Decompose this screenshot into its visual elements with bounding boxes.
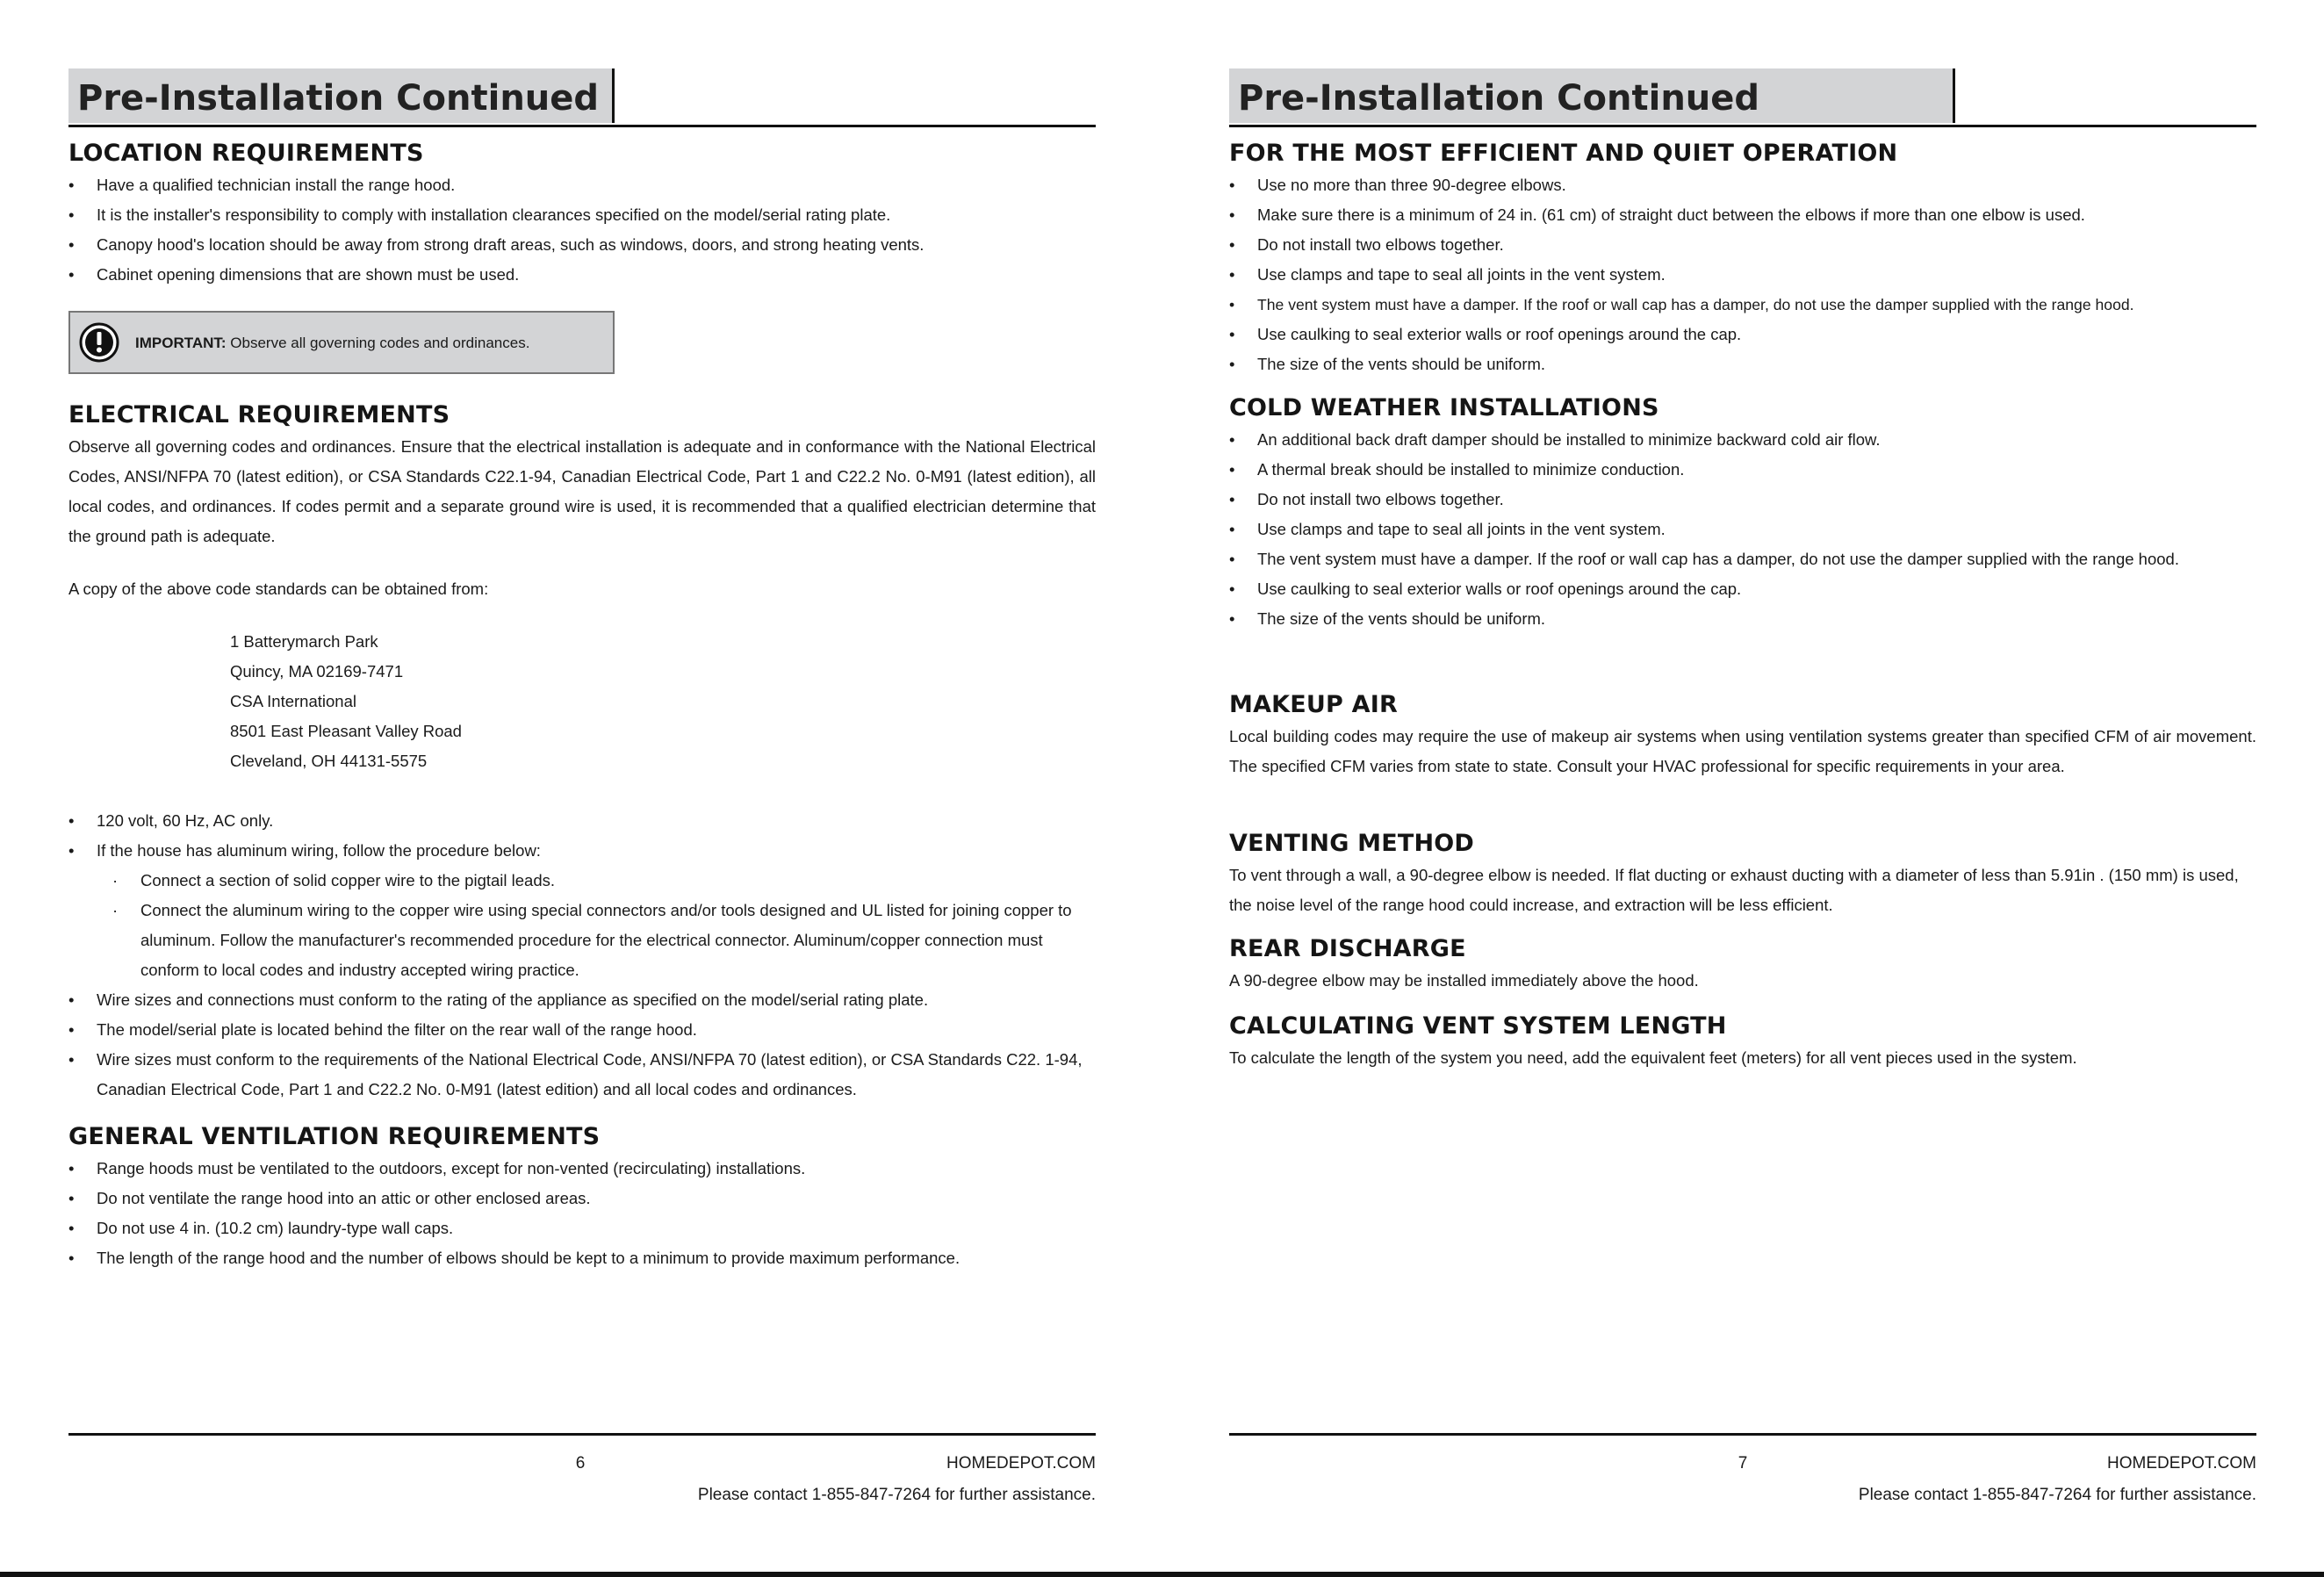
aluminum-sub-list — [68, 866, 1096, 985]
address-line: 1 Batterymarch Park — [230, 632, 378, 651]
banner-title: Pre-Installation Continued — [1229, 68, 1955, 123]
address-block — [68, 627, 1096, 776]
list-item: • The length of the range hood and the number of elbows should be kept to a minimum to provide maximum performance. — [68, 1243, 1096, 1273]
rear-discharge-section — [1229, 933, 2256, 996]
important-notice — [68, 311, 615, 374]
ventilation-list — [68, 1154, 1096, 1273]
list-item: • The vent system must have a damper. If the roof or wall cap has a damper, do not use the damper supplied with the range hood. — [1229, 290, 2256, 320]
cold-weather-list — [1229, 425, 2256, 634]
section-heading: VENTING METHOD — [1229, 830, 1475, 857]
list-item: • Do not install two elbows together. — [1229, 485, 2256, 515]
efficient-operation-section — [1229, 137, 2256, 379]
calculating-vent-section — [1229, 1010, 2256, 1073]
list-item: • Wire sizes must conform to the requirements of the National Electrical Code, ANSI/NFPA 70 (latest edition), or CSA Standards C22. 1-94, Canadian Electrical Code, Part 1 and C22.2 No. 0-M91 (latest edition) and all local codes and ordinances. — [68, 1045, 1096, 1105]
right-page — [1229, 68, 2256, 1504]
list-item: • Canopy hood's location should be away from strong draft areas, such as windows, doors, and strong heating vents. — [68, 230, 1096, 260]
list-item: • The model/serial plate is located behind the filter on the rear wall of the range hood. — [68, 1015, 1096, 1045]
sub-list-item: · Connect the aluminum wiring to the copper wire using special connectors and/or tools designed and UL listed for joining copper to aluminum. Follow the manufacturer's recommended procedure for the electrical connector. Aluminum/copper connection must conform to local codes and industry accepted wiring practice. — [140, 896, 1096, 985]
list-item: • Cabinet opening dimensions that are shown must be used. — [68, 260, 1096, 290]
section-banner — [1229, 68, 2256, 127]
list-item: • Do not ventilate the range hood into an attic or other enclosed areas. — [68, 1184, 1096, 1213]
general-ventilation-section — [68, 1120, 1096, 1273]
list-item: • The vent system must have a damper. If the roof or wall cap has a damper, do not use the damper supplied with the range hood. — [1229, 544, 2256, 574]
list-item: • Range hoods must be ventilated to the outdoors, except for non-vented (recirculating) installations. — [68, 1154, 1096, 1184]
address-line: 8501 East Pleasant Valley Road — [230, 722, 462, 740]
list-item: • If the house has aluminum wiring, follow the procedure below: — [68, 836, 1096, 866]
list-item: • Use no more than three 90-degree elbows. — [1229, 170, 2256, 200]
footer-divider — [1229, 1433, 2256, 1436]
sub-list-item: · Connect a section of solid copper wire to the pigtail leads. — [140, 866, 1096, 896]
electrical-requirements-section — [68, 399, 1096, 1105]
left-page — [68, 68, 1096, 1504]
footer-divider — [68, 1433, 1096, 1436]
list-item: • An additional back draft damper should be installed to minimize backward cold air flow. — [1229, 425, 2256, 455]
banner-title: Pre-Installation Continued — [68, 68, 615, 123]
list-item: • Use caulking to seal exterior walls or roof openings around the cap. — [1229, 320, 2256, 349]
list-item: • Wire sizes and connections must conform to the rating of the appliance as specified on the model/serial rating plate. — [68, 985, 1096, 1015]
wire-list — [68, 985, 1096, 1105]
rear-paragraph: A 90-degree elbow may be installed immediately above the hood. — [1229, 971, 1699, 990]
section-heading: LOCATION REQUIREMENTS — [68, 140, 424, 167]
page-number: 7 — [1738, 1454, 1748, 1473]
important-message: Observe all governing codes and ordinances. — [226, 335, 530, 351]
section-banner — [68, 68, 1096, 127]
list-item: • Use clamps and tape to seal all joints in the vent system. — [1229, 515, 2256, 544]
section-heading: CALCULATING VENT SYSTEM LENGTH — [1229, 1012, 1727, 1040]
address-line: Quincy, MA 02169-7471 — [230, 662, 404, 680]
list-item: • The size of the vents should be uniform. — [1229, 349, 2256, 379]
address-line: Cleveland, OH 44131-5575 — [230, 752, 428, 770]
contact-line: Please contact 1-855-847-7264 for further assistance. — [1858, 1486, 2256, 1504]
list-item: • It is the installer's responsibility to comply with installation clearances specified on the model/serial rating plate. — [68, 200, 1096, 230]
contact-line: Please contact 1-855-847-7264 for further assistance. — [697, 1486, 1096, 1504]
location-list — [68, 170, 1096, 290]
list-item: • The size of the vents should be uniform. — [1229, 604, 2256, 634]
copy-line: A copy of the above code standards can be obtained from: — [68, 580, 489, 598]
section-heading: MAKEUP AIR — [1229, 691, 1398, 718]
cold-weather-section — [1229, 392, 2256, 634]
important-text — [135, 330, 529, 356]
electrical-list — [68, 806, 1096, 866]
venting-method-section — [1229, 827, 2256, 920]
important-label: IMPORTANT: — [135, 335, 227, 351]
list-item: • Do not install two elbows together. — [1229, 230, 2256, 260]
warning-icon — [79, 322, 119, 363]
list-item: • 120 volt, 60 Hz, AC only. — [68, 806, 1096, 836]
address-line: CSA International — [230, 692, 356, 710]
site-url: HOMEDEPOT.COM — [946, 1454, 1096, 1473]
list-item: • Use caulking to seal exterior walls or roof openings around the cap. — [1229, 574, 2256, 604]
venting-paragraph: To vent through a wall, a 90-degree elbow is needed. If flat ducting or exhaust ducting with a diameter of less than 5.91in . (150 mm) is used, the noise level of the range hood could increase, and extraction will be less efficient. — [1229, 866, 2239, 914]
list-item: • Make sure there is a minimum of 24 in. (61 cm) of straight duct between the elbows if more than one elbow is used. — [1229, 200, 2256, 230]
makeup-air-section — [1229, 688, 2256, 781]
scan-edge — [0, 1572, 2324, 1577]
section-heading: REAR DISCHARGE — [1229, 935, 1466, 962]
location-requirements-section — [68, 137, 1096, 290]
list-item: • Have a qualified technician install the range hood. — [68, 170, 1096, 200]
list-item: • Use clamps and tape to seal all joints in the vent system. — [1229, 260, 2256, 290]
efficient-list — [1229, 170, 2256, 379]
list-item: • A thermal break should be installed to minimize conduction. — [1229, 455, 2256, 485]
section-heading: ELECTRICAL REQUIREMENTS — [68, 401, 450, 428]
section-heading: FOR THE MOST EFFICIENT AND QUIET OPERATION — [1229, 140, 1898, 167]
calc-paragraph: To calculate the length of the system you need, add the equivalent feet (meters) for all vent pieces used in the system. — [1229, 1048, 2077, 1067]
page-number: 6 — [575, 1454, 586, 1473]
electrical-paragraph: Observe all governing codes and ordinances. Ensure that the electrical installation is adequate and in conformance with the National Electrical Codes, ANSI/NFPA 70 (latest edition), or CSA Standards C22.1-94, Canadian Electrical Code, Part 1 and C22.2 No. 0-M91 (latest edition), all local codes, and ordinances. If codes permit and a separate ground wire is used, it is recommended that a qualified electrician determine that the ground path is adequate. — [68, 437, 1096, 545]
makeup-paragraph: Local building codes may require the use of makeup air systems when using ventilation systems greater than specified CFM of air movement. The specified CFM varies from state to state. Consult your HVAC professional for specific requirements in your area. — [1229, 727, 2256, 775]
section-heading: COLD WEATHER INSTALLATIONS — [1229, 394, 1659, 421]
section-heading: GENERAL VENTILATION REQUIREMENTS — [68, 1123, 601, 1150]
list-item: • Do not use 4 in. (10.2 cm) laundry-type wall caps. — [68, 1213, 1096, 1243]
site-url: HOMEDEPOT.COM — [2107, 1454, 2256, 1473]
